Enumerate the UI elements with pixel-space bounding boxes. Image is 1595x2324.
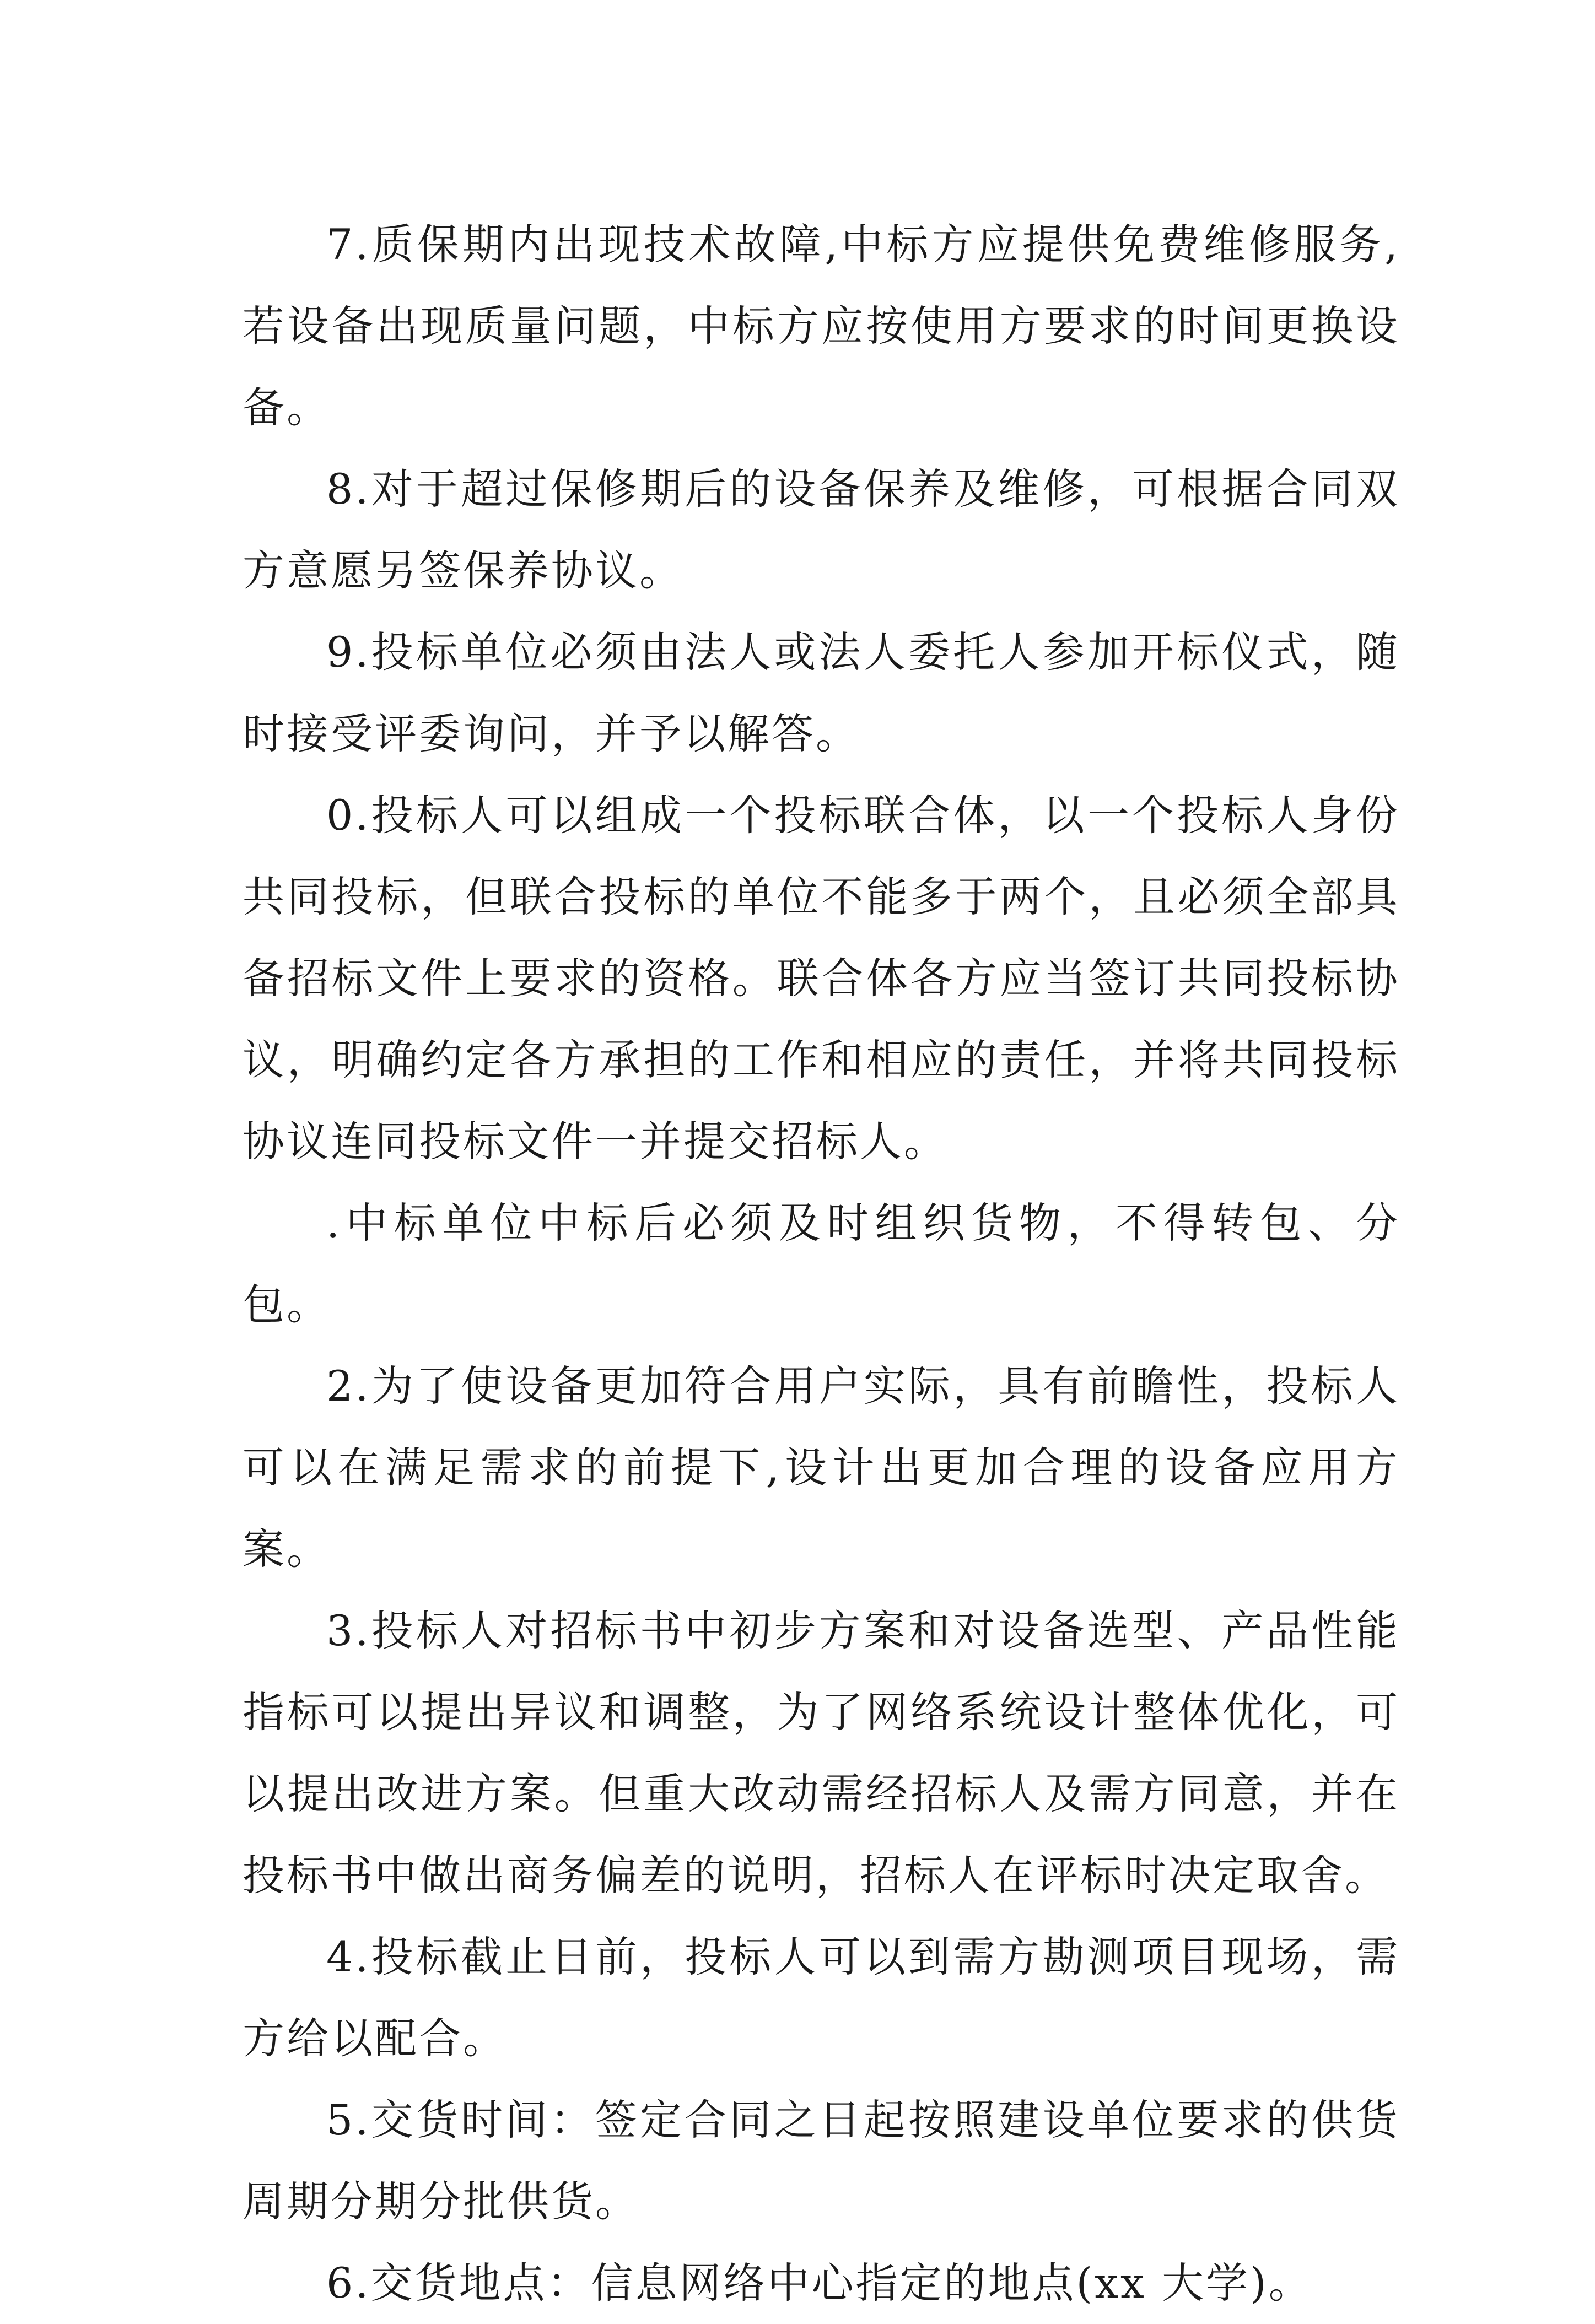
paragraph-item-11: .中标单位中标后必须及时组织货物，不得转包、分包。 — [243, 1198, 1400, 1329]
paragraph-item-8: 8.对于超过保修期后的设备保养及维修，可根据合同双方意愿另签保养协议。 — [243, 464, 1400, 595]
paragraph-item-14: 4.投标截止日前，投标人可以到需方勘测项目现场，需方给以配合。 — [243, 1932, 1400, 2063]
document-body — [243, 204, 1400, 2324]
paragraph-item-10: 0.投标人可以组成一个投标联合体，以一个投标人身份共同投标，但联合投标的单位不能多于两个，且必须全部具备招标文件上要求的资格。联合体各方应当签订共同投标协议，明确约定各方承担的工作和相应的责任，并将共同投标协议连同投标文件一并提交招标人。 — [243, 791, 1400, 1166]
paragraph-item-12: 2.为了使设备更加符合用户实际，具有前瞻性，投标人可以在满足需求的前提下,设计出更加合理的设备应用方案。 — [243, 1361, 1400, 1574]
paragraph-item-15: 5.交货时间：签定合同之日起按照建设单位要求的供货周期分期分批供货。 — [243, 2095, 1400, 2226]
paragraph-item-7: 7.质保期内出现技术故障,中标方应提供免费维修服务,若设备出现质量问题，中标方应按使用方要求的时间更换设备。 — [243, 220, 1400, 432]
paragraph-item-9: 9.投标单位必须由法人或法人委托人参加开标仪式，随时接受评委询问，并予以解答。 — [243, 628, 1400, 758]
paragraph-item-13: 3.投标人对招标书中初步方案和对设备选型、产品性能指标可以提出异议和调整，为了网络系统设计整体优化，可以提出改进方案。但重大改动需经招标人及需方同意，并在投标书中做出商务偏差的说明，招标人在评标时决定取舍。 — [243, 1606, 1400, 1900]
paragraph-item-16: 6.交货地点：信息网络中心指定的地点(xx 大学)。 — [326, 2258, 1313, 2307]
